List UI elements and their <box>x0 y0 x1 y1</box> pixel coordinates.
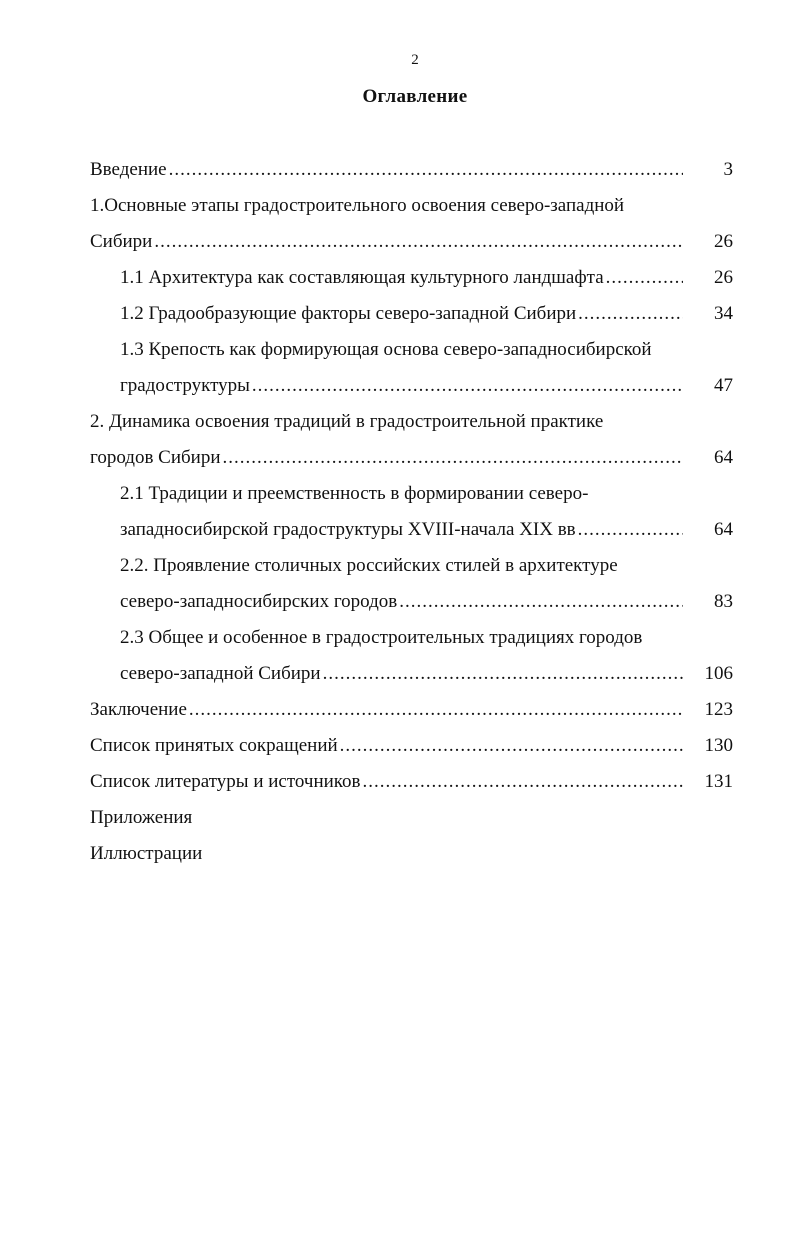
toc-leader-dots <box>252 368 683 404</box>
toc-entry-references[interactable] <box>90 764 685 800</box>
toc-page-number: 26 <box>714 267 733 288</box>
toc-page-number: 47 <box>714 375 733 396</box>
toc-leader-dots <box>606 260 683 296</box>
toc-entry-text: градоструктуры <box>120 375 250 396</box>
toc-page-number: 64 <box>714 447 733 468</box>
toc-leader-dots <box>223 440 683 476</box>
toc-entry-text: 1.1 Архитектура как составляющая культурного ландшафта <box>120 267 604 288</box>
toc-leader-dots <box>578 512 683 548</box>
toc-page-number: 106 <box>704 663 733 684</box>
toc-page-number: 34 <box>714 303 733 324</box>
toc-section-2-2-line1[interactable]: 2.2. Проявление столичных российских стилей в архитектуре <box>120 555 618 576</box>
toc-entry-chapter-1[interactable] <box>90 224 685 260</box>
toc-entry-abbreviations[interactable] <box>90 728 685 764</box>
toc-entry-text: Сибири <box>90 231 153 252</box>
toc-entry-text: 1.2 Градообразующие факторы северо-западной Сибири <box>120 303 577 324</box>
toc-page-number: 130 <box>704 735 733 756</box>
toc-section-2-1-line1[interactable]: 2.1 Традиции и преемственность в формировании северо- <box>120 483 589 504</box>
toc-entry-text: северо-западной Сибири <box>120 663 321 684</box>
toc-leader-dots <box>169 152 683 188</box>
toc-entry-text: северо-западносибирских городов <box>120 591 398 612</box>
toc-page-number: 83 <box>714 591 733 612</box>
toc-entry-chapter-2[interactable] <box>90 440 685 476</box>
toc-page-number: 64 <box>714 519 733 540</box>
toc-leader-dots <box>399 584 683 620</box>
toc-entry-illustrations[interactable]: Иллюстрации <box>90 843 203 864</box>
page-number: 2 <box>411 52 419 68</box>
toc-leader-dots <box>323 656 683 692</box>
toc-entry-text: Введение <box>90 159 167 180</box>
toc-chapter-1-line1[interactable]: 1.Основные этапы градостроительного освоения северо-западной <box>90 195 625 216</box>
toc-leader-dots <box>154 224 683 260</box>
toc-entry-text: Заключение <box>90 699 187 720</box>
toc-entry-section-2-2[interactable] <box>120 584 685 620</box>
toc-page-number: 123 <box>704 699 733 720</box>
toc-section-2-3-line1[interactable]: 2.3 Общее и особенное в градостроительных традициях городов <box>120 627 643 648</box>
toc-leader-dots <box>578 296 683 332</box>
toc-section-1-3-line1[interactable]: 1.3 Крепость как формирующая основа северо-западносибирской <box>120 339 652 360</box>
toc-leader-dots <box>189 692 683 728</box>
toc-entry-section-1-3[interactable] <box>120 368 685 404</box>
toc-entry-section-2-3[interactable] <box>120 656 685 692</box>
toc-leader-dots <box>363 764 683 800</box>
toc-entry-section-2-1[interactable] <box>120 512 685 548</box>
toc-entry-text: Список принятых сокращений <box>90 735 338 756</box>
toc-page-number: 26 <box>714 231 733 252</box>
toc-entry-text: городов Сибири <box>90 447 221 468</box>
toc-page-number: 131 <box>704 771 733 792</box>
toc-entry-section-1-1[interactable] <box>120 260 685 296</box>
toc-entry-introduction[interactable] <box>90 152 685 188</box>
toc-entry-text: Список литературы и источников <box>90 771 361 792</box>
toc-entry-appendices[interactable]: Приложения <box>90 807 193 828</box>
toc-chapter-2-line1[interactable]: 2. Динамика освоения традиций в градостроительной практике <box>90 411 604 432</box>
toc-page-number: 3 <box>723 159 733 180</box>
toc-leader-dots <box>340 728 683 764</box>
toc-entry-text: западносибирской градоструктуры XVIII-начала XIX вв <box>120 519 576 540</box>
page-title: Оглавление <box>362 86 468 107</box>
toc-entry-conclusion[interactable] <box>90 692 685 728</box>
toc-entry-section-1-2[interactable] <box>120 296 685 332</box>
